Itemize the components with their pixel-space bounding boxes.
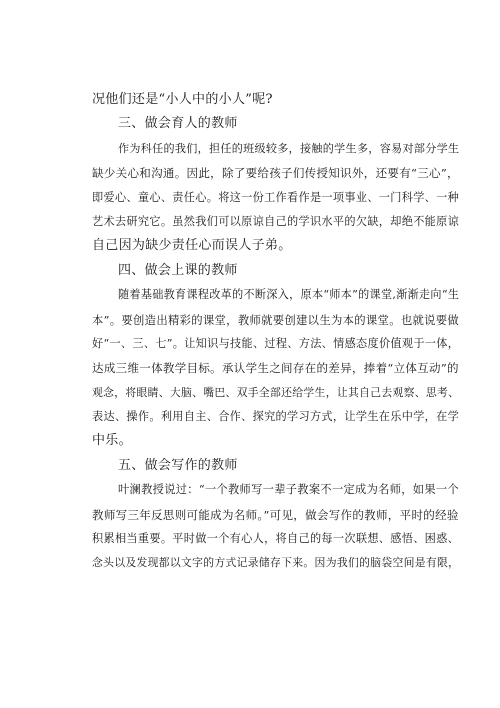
section-heading: 五、做会写作的教师 [118, 457, 238, 473]
text-line: 随着基础教育课程改革的不断深入，原本“师本”的课堂,渐渐走向“生 [118, 288, 460, 302]
section-heading: 三、做会育人的教师 [118, 116, 238, 132]
text-line: 教师写三年反思则可能成为名师。”可见，做会写作的教师，平时的经验 [92, 507, 459, 522]
text-line: 中乐。 [92, 433, 132, 449]
text-line: 达成三维一体教学目标。承认学生之间存在的差异，捧着“立体互动”的 [92, 361, 459, 376]
text-line: 本”。要创造出精彩的课堂，教师就要创建以生为本的课堂。也就说要做 [92, 312, 460, 327]
text-line: 念头以及发现都以文字的方式记录储存下来。因为我们的脑袋空间是有限， [92, 556, 460, 570]
text-line: 叶澜教授说过：“一个教师写一辈子教案不一定成为名师，如果一个 [118, 483, 460, 497]
text-line: 艺术去研究它。虽然我们可以原谅自己的学识水平的欠缺，却绝不能原谅 [92, 214, 460, 228]
text-line: 积累相当重要。平时做一个有心人，将自己的每一次联想、感悟、困惑、 [92, 532, 460, 546]
section-heading: 四、做会上课的教师 [118, 262, 238, 278]
text-line: 好“一、三、七”。让知识与技能、过程、方法、情感态度价值观于一体， [92, 336, 460, 350]
text-line: 即爱心、童心、责任心。将这一份工作看作是一项事业、一门科学、一种 [92, 190, 460, 204]
text-line: 自己因为缺少责任心而误人子弟。 [92, 238, 292, 254]
text-line: 作为科任的我们，担任的班级较多，接触的学生多，容易对部分学生 [118, 141, 460, 155]
text-line: 表达、操作。利用自主、合作、探究的学习方式，让学生在乐中学，在学 [92, 410, 460, 424]
text-line: 观念，将眼睛、大脑、嘴巴、双手全部还给学生，让其自己去观察、思考、 [92, 385, 460, 399]
text-line: 缺少关心和沟通。因此，除了要给孩子们传授知识外，还要有“三心”， [92, 166, 459, 181]
body-text [92, 88, 458, 576]
text-line: 况他们还是“小人中的小人”呢? [92, 92, 273, 107]
